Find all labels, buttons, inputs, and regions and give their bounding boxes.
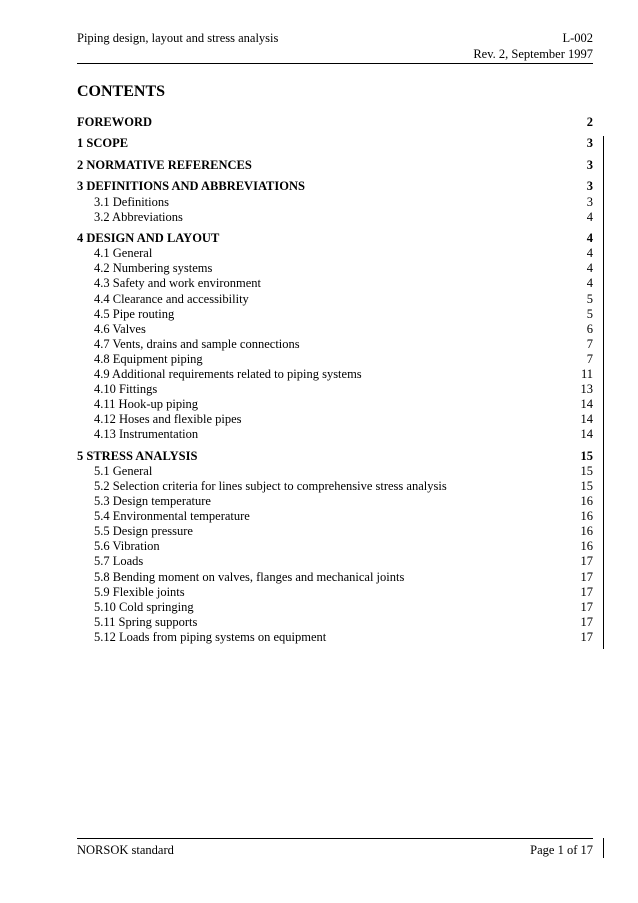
toc-subsection-entry[interactable] [77, 600, 593, 615]
toc-entry-label: 5.6 Vibration [94, 539, 160, 554]
toc-subsection-entry[interactable] [77, 554, 593, 569]
toc-subsection-entry[interactable] [77, 195, 593, 210]
toc-entry-label: 5.11 Spring supports [94, 614, 198, 629]
toc-subsection-entry[interactable] [77, 382, 593, 397]
toc-entry-label: 5.12 Loads from piping systems on equipment [94, 629, 327, 644]
toc-subsection-entry[interactable] [77, 464, 593, 479]
toc-entry-page-number: 17 [580, 584, 593, 599]
toc-entry-page-number: 7 [586, 336, 593, 351]
toc-entry-label: 3.1 Definitions [94, 194, 169, 209]
toc-entry-label: 5.1 General [94, 463, 153, 478]
toc-entry-page-number: 3 [586, 157, 593, 172]
toc-subsection-entry[interactable] [77, 630, 593, 645]
toc-entry-page-number: 4 [586, 231, 593, 246]
toc-entry-page-number: 5 [586, 306, 593, 321]
toc-entry-label: 4.7 Vents, drains and sample connections [94, 336, 300, 351]
toc-entry-page-number: 15 [580, 463, 593, 478]
toc-entry-page-number: 7 [586, 351, 593, 366]
footer-standard-name: NORSOK standard [77, 843, 174, 857]
footer-page-number: Page 1 of 17 [530, 843, 593, 857]
toc-subsection-entry[interactable] [77, 246, 593, 261]
toc-subsection-entry[interactable] [77, 337, 593, 352]
toc-entry-label: 5.10 Cold springing [94, 599, 194, 614]
toc-entry-label: 5.3 Design temperature [94, 494, 211, 509]
toc-entry-label: 4.2 Numbering systems [94, 261, 213, 276]
toc-entry-label: 5.2 Selection criteria for lines subject to comprehensive stress analysis [94, 479, 447, 494]
toc-entry-label: 4.13 Instrumentation [94, 427, 199, 442]
toc-section-entry[interactable] [77, 179, 593, 194]
toc-entry-page-number: 4 [586, 276, 593, 291]
toc-entry-page-number: 13 [580, 382, 593, 397]
toc-entry-label: 5.8 Bending moment on valves, flanges and mechanical joints [94, 569, 405, 584]
toc-subsection-entry[interactable] [77, 412, 593, 427]
toc-section-entry[interactable] [77, 136, 593, 151]
contents-title: CONTENTS [77, 83, 166, 100]
toc-subsection-entry[interactable] [77, 276, 593, 291]
toc-entry-page-number: 17 [580, 569, 593, 584]
toc-section-entry[interactable] [77, 449, 593, 464]
toc-entry-label: 4.1 General [94, 246, 153, 261]
toc-entry-page-number: 4 [586, 246, 593, 261]
toc-subsection-entry[interactable] [77, 539, 593, 554]
toc-entry-label: 2 NORMATIVE REFERENCES [77, 157, 252, 172]
toc-subsection-entry[interactable] [77, 570, 593, 585]
toc-subsection-entry[interactable] [77, 585, 593, 600]
toc-entry-page-number: 3 [586, 136, 593, 151]
toc-entry-page-number: 17 [580, 629, 593, 644]
toc-subsection-entry[interactable] [77, 352, 593, 367]
toc-entry-label: 4.4 Clearance and accessibility [94, 291, 249, 306]
toc-entry-page-number: 2 [586, 115, 593, 129]
toc-entry-page-number: 16 [580, 524, 593, 539]
toc-entry-label: 4.9 Additional requirements related to piping systems [94, 366, 362, 381]
toc-entry-page-number: 16 [580, 539, 593, 554]
header-revision: Rev. 2, September 1997 [473, 47, 593, 61]
toc-entry-page-number: 17 [580, 554, 593, 569]
toc-entry-label: 4.5 Pipe routing [94, 306, 175, 321]
toc-section-entry[interactable] [77, 231, 593, 246]
toc-entry-label: 5 STRESS ANALYSIS [77, 448, 198, 463]
toc-subsection-entry[interactable] [77, 615, 593, 630]
toc-entry-page-number: 11 [580, 366, 593, 381]
toc-entry-label: 4.8 Equipment piping [94, 351, 203, 366]
toc-entry-label: 1 SCOPE [77, 136, 129, 151]
toc-entry-page-number: 5 [586, 291, 593, 306]
toc-entry-label: 5.5 Design pressure [94, 524, 193, 539]
toc-subsection-entry[interactable] [77, 427, 593, 442]
toc-entry-label: 5.9 Flexible joints [94, 584, 185, 599]
toc-subsection-entry[interactable] [77, 261, 593, 276]
table-of-contents [77, 115, 593, 645]
toc-entry-label: 4.3 Safety and work environment [94, 276, 261, 291]
toc-entry-label: 5.7 Loads [94, 554, 144, 569]
header-divider [77, 63, 593, 64]
toc-entry-page-number: 17 [580, 614, 593, 629]
toc-entry-label: 4.11 Hook-up piping [94, 397, 199, 412]
toc-subsection-entry[interactable] [77, 307, 593, 322]
header-document-code: L-002 [562, 31, 593, 45]
toc-entry-label: FOREWORD [77, 115, 152, 129]
toc-entry-page-number: 14 [580, 427, 593, 442]
toc-subsection-entry[interactable] [77, 397, 593, 412]
toc-subsection-entry[interactable] [77, 367, 593, 382]
toc-subsection-entry[interactable] [77, 292, 593, 307]
toc-entry-label: 3 DEFINITIONS AND ABBREVIATIONS [77, 179, 305, 194]
toc-entry-page-number: 6 [586, 321, 593, 336]
toc-subsection-entry[interactable] [77, 494, 593, 509]
footer-divider [77, 838, 593, 839]
toc-entry-page-number: 14 [580, 397, 593, 412]
toc-entry-label: 4.12 Hoses and flexible pipes [94, 412, 242, 427]
toc-entry-page-number: 16 [580, 494, 593, 509]
revision-change-bar [603, 136, 604, 649]
toc-subsection-entry[interactable] [77, 479, 593, 494]
toc-entry-page-number: 17 [580, 599, 593, 614]
toc-entry-page-number: 16 [580, 509, 593, 524]
toc-entry-label: 4 DESIGN AND LAYOUT [77, 231, 220, 246]
toc-entry-page-number: 4 [586, 261, 593, 276]
toc-subsection-entry[interactable] [77, 509, 593, 524]
toc-entry-label: 4.6 Valves [94, 321, 146, 336]
toc-entry-page-number: 3 [586, 194, 593, 209]
toc-entry-page-number: 15 [580, 448, 593, 463]
toc-entry-label: 4.10 Fittings [94, 382, 158, 397]
toc-entry-page-number: 4 [586, 209, 593, 224]
toc-entry-label: 5.4 Environmental temperature [94, 509, 250, 524]
toc-entry-page-number: 3 [586, 179, 593, 194]
toc-subsection-entry[interactable] [77, 210, 593, 225]
footer-change-bar [603, 838, 604, 858]
toc-entry-page-number: 14 [580, 412, 593, 427]
toc-subsection-entry[interactable] [77, 322, 593, 337]
toc-subsection-entry[interactable] [77, 524, 593, 539]
toc-entry-page-number: 15 [580, 479, 593, 494]
header-document-title: Piping design, layout and stress analysis [77, 31, 279, 45]
toc-entry-label: 3.2 Abbreviations [94, 209, 183, 224]
toc-section-entry[interactable] [77, 158, 593, 173]
toc-section-entry[interactable] [77, 115, 593, 130]
